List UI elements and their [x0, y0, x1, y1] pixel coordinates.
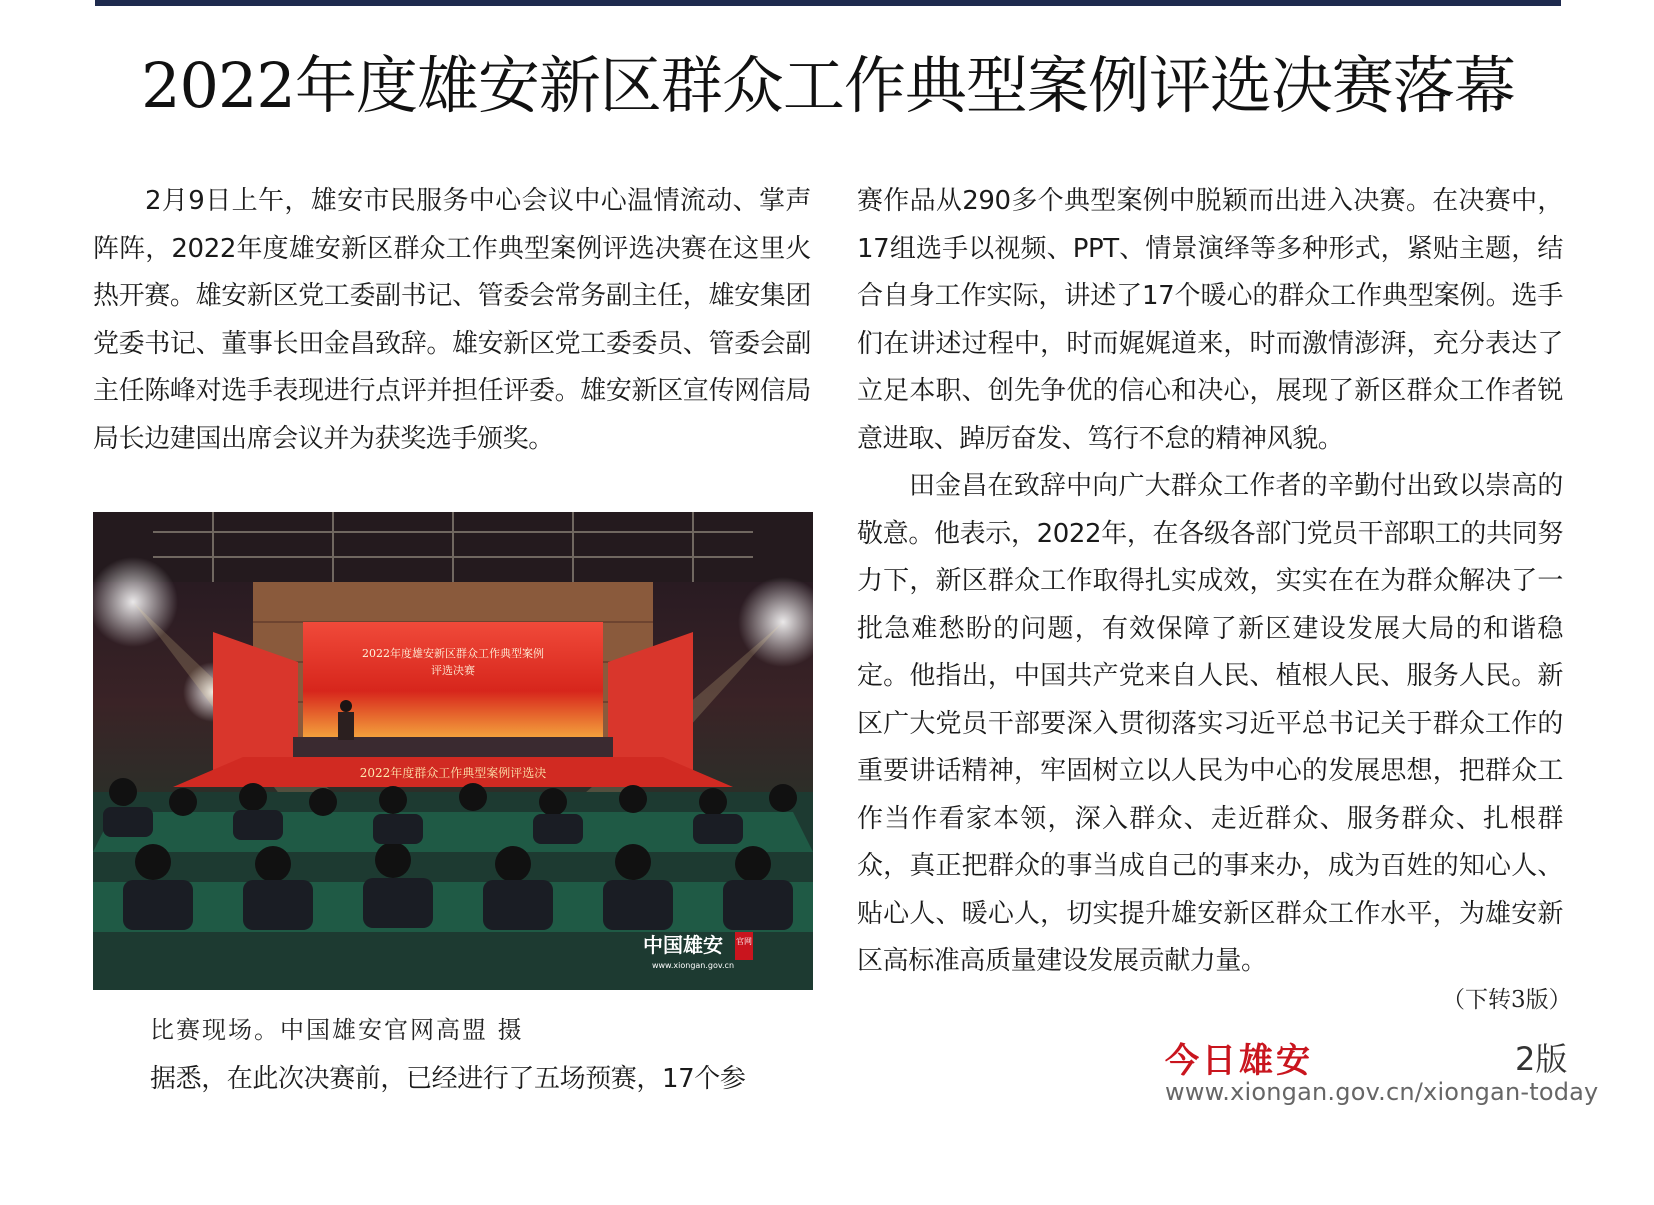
page-number: 2版 [1515, 1040, 1568, 1078]
article-continuation: 据悉，在此次决赛前，已经进行了五场预赛，17个参 [150, 1064, 746, 1094]
event-photo [93, 512, 813, 990]
brand-logo: 今日雄安 [1165, 1041, 1313, 1081]
screen-title-line-2: 评选决赛 [431, 664, 475, 677]
photo-watermark: 中国雄安 [643, 933, 723, 957]
top-rule [95, 0, 1561, 6]
article-column-right [857, 178, 1563, 986]
continue-note: （下转3版） [1442, 987, 1572, 1013]
article-paragraph: 赛作品从290多个典型案例中脱颖而出进入决赛。在决赛中，17组选手以视频、PPT、情景演绎等多种形式，紧贴主题，结合自身工作实际，讲述了17个暖心的群众工作典型案例。选手们在讲述过程中，时而娓娓道来，时而激情澎湃，充分表达了立足本职、创先争优的信心和决心，展现了新区群众工作者锐意进取、踔厉奋发、笃行不怠的精神风貌。 [857, 186, 1563, 454]
screen-title-line-1: 2022年度雄安新区群众工作典型案例 [362, 647, 544, 660]
article-paragraph: 田金昌在致辞中向广大群众工作者的辛勤付出致以崇高的敬意。他表示，2022年，在各级各部门党员干部职工的共同努力下，新区群众工作取得扎实成效，实实在在为群众解决了一批急难愁盼的问题，有效保障了新区建设发展大局的和谐稳定。他指出，中国共产党来自人民、植根人民、服务人民。新区广大党员干部要深入贯彻落实习近平总书记关于群众工作的重要讲话精神，牢固树立以人民为中心的发展思想，把群众工作当作看家本领，深入群众、走近群众、服务群众、扎根群众，真正把群众的事当成自己的事来办，成为百姓的知心人、贴心人、暖心人，切实提升雄安新区群众工作水平，为雄安新区高标准高质量建设发展贡献力量。 [857, 471, 1563, 976]
photo-watermark-url: www.xiongan.gov.cn [651, 961, 735, 970]
photo-watermark-badge: 官网 [736, 937, 752, 946]
article-paragraph: 2月9日上午，雄安市民服务中心会议中心温情流动、掌声阵阵，2022年度雄安新区群众工作典型案例评选决赛在这里火热开赛。雄安新区党工委副书记、管委会常务副主任，雄安集团党委书记、董事长田金昌致辞。雄安新区党工委委员、管委会副主任陈峰对选手表现进行点评并担任评委。雄安新区宣传网信局局长边建国出席会议并为获奖选手颁奖。 [93, 186, 811, 454]
photo-caption: 比赛现场。中国雄安官网高盟 摄 [150, 1016, 524, 1044]
site-url: www.xiongan.gov.cn/xiongan-today [1165, 1078, 1599, 1106]
article-column-left [93, 178, 811, 463]
headline: 2022年度雄安新区群众工作典型案例评选决赛落幕 [141, 49, 1515, 122]
stage-banner: 2022年度群众工作典型案例评选决 [359, 766, 547, 780]
